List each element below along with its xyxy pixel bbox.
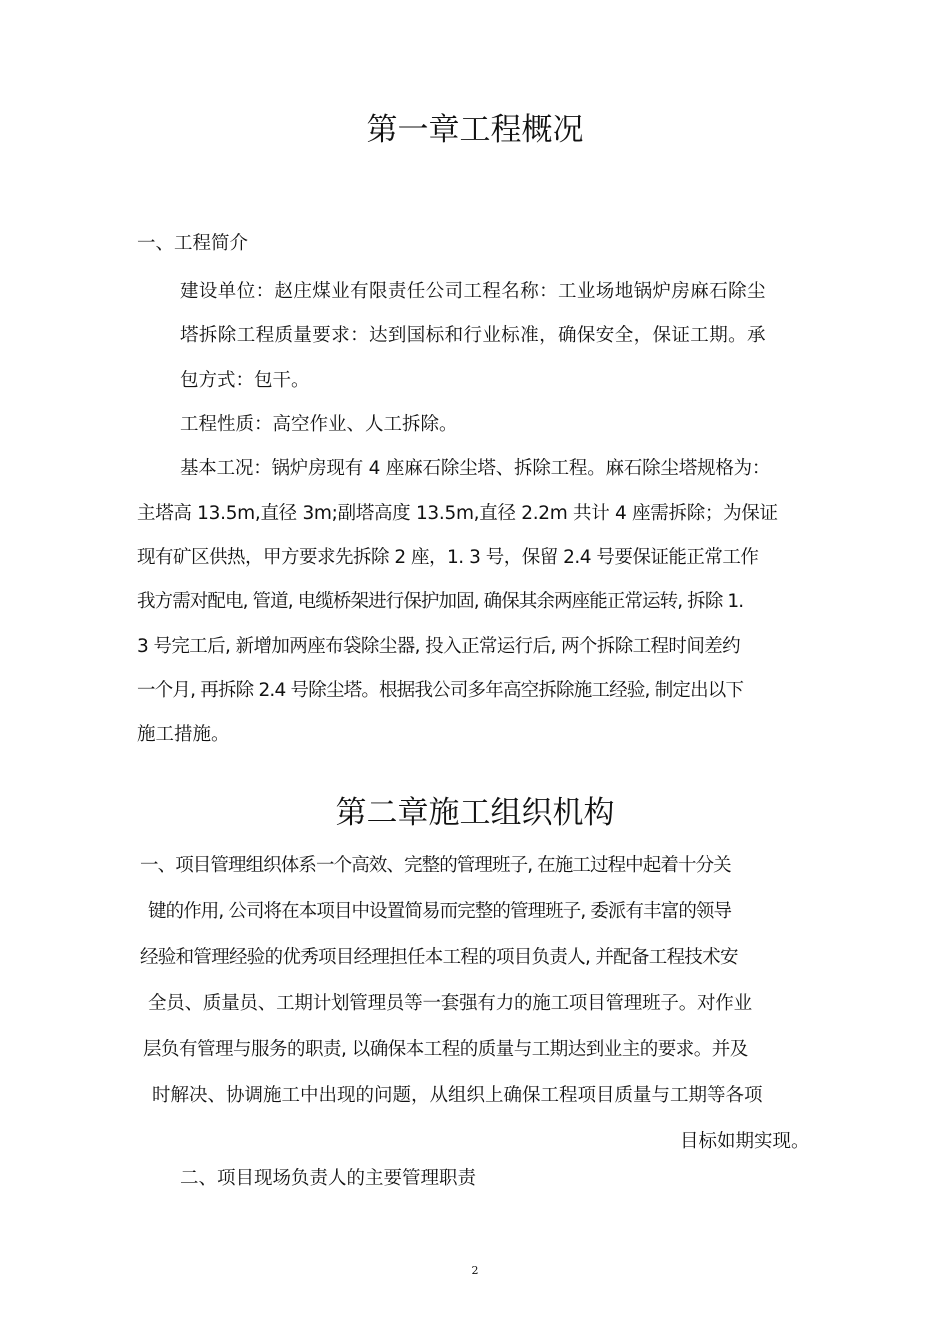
- body-line: 全员、质量员、工期计划管理员等一套强有力的施工项目管理班子。对作业: [148, 993, 752, 1014]
- body-line: 我方需对配电, 管道, 电缆桥架进行保护加固, 确保其余两座能正常运转, 拆除 1.: [137, 591, 744, 612]
- page-number: 2: [471, 1264, 479, 1277]
- section-heading-site-manager-duties: 二、项目现场负责人的主要管理职责: [180, 1168, 477, 1189]
- body-line: 基本工况：锅炉房现有 4 座麻石除尘塔、拆除工程。麻石除尘塔规格为：: [180, 458, 771, 479]
- chapter-2-title: 第二章施工组织机构: [335, 795, 615, 831]
- chapter-1-title: 第一章工程概况: [366, 112, 584, 148]
- body-line: 键的作用, 公司将在本项目中设置简易而完整的管理班子, 委派有丰富的领导: [148, 901, 732, 922]
- section-heading-project-intro: 一、工程简介: [137, 233, 249, 254]
- body-line: 层负有管理与服务的职责, 以确保本工程的质量与工期达到业主的要求。并及: [143, 1039, 748, 1060]
- body-line: 现有矿区供热，甲方要求先拆除 2 座，1. 3 号，保留 2.4 号要保证能正常工作: [137, 547, 759, 568]
- body-line: 工程性质：高空作业、人工拆除。: [180, 414, 458, 435]
- body-line: 一、项目管理组织体系一个高效、完整的管理班子, 在施工过程中起着十分关: [140, 855, 731, 876]
- body-line: 时解决、协调施工中出现的问题，从组织上确保工程项目质量与工期等各项: [152, 1085, 763, 1106]
- body-line: 包方式：包干。: [180, 370, 310, 391]
- body-line: 主塔高 13.5m,直径 3m;副塔高度 13.5m,直径 2.2m 共计 4 座需拆除；为保证: [137, 503, 778, 524]
- body-line: 施工措施。: [137, 724, 230, 745]
- body-line: 塔拆除工程质量要求：达到国标和行业标准，确保安全，保证工期。承: [180, 325, 766, 346]
- body-line: 3 号完工后, 新增加两座布袋除尘器, 投入正常运行后, 两个拆除工程时间差约: [137, 636, 741, 657]
- body-line: 建设单位：赵庄煤业有限责任公司工程名称：工业场地锅炉房麻石除尘: [180, 281, 766, 302]
- body-line: 一个月, 再拆除 2.4 号除尘塔。根据我公司多年高空拆除施工经验, 制定出以下: [137, 680, 744, 701]
- body-line: 目标如期实现。: [680, 1131, 810, 1152]
- body-line: 经验和管理经验的优秀项目经理担任本工程的项目负责人, 并配备工程技术安: [140, 947, 738, 968]
